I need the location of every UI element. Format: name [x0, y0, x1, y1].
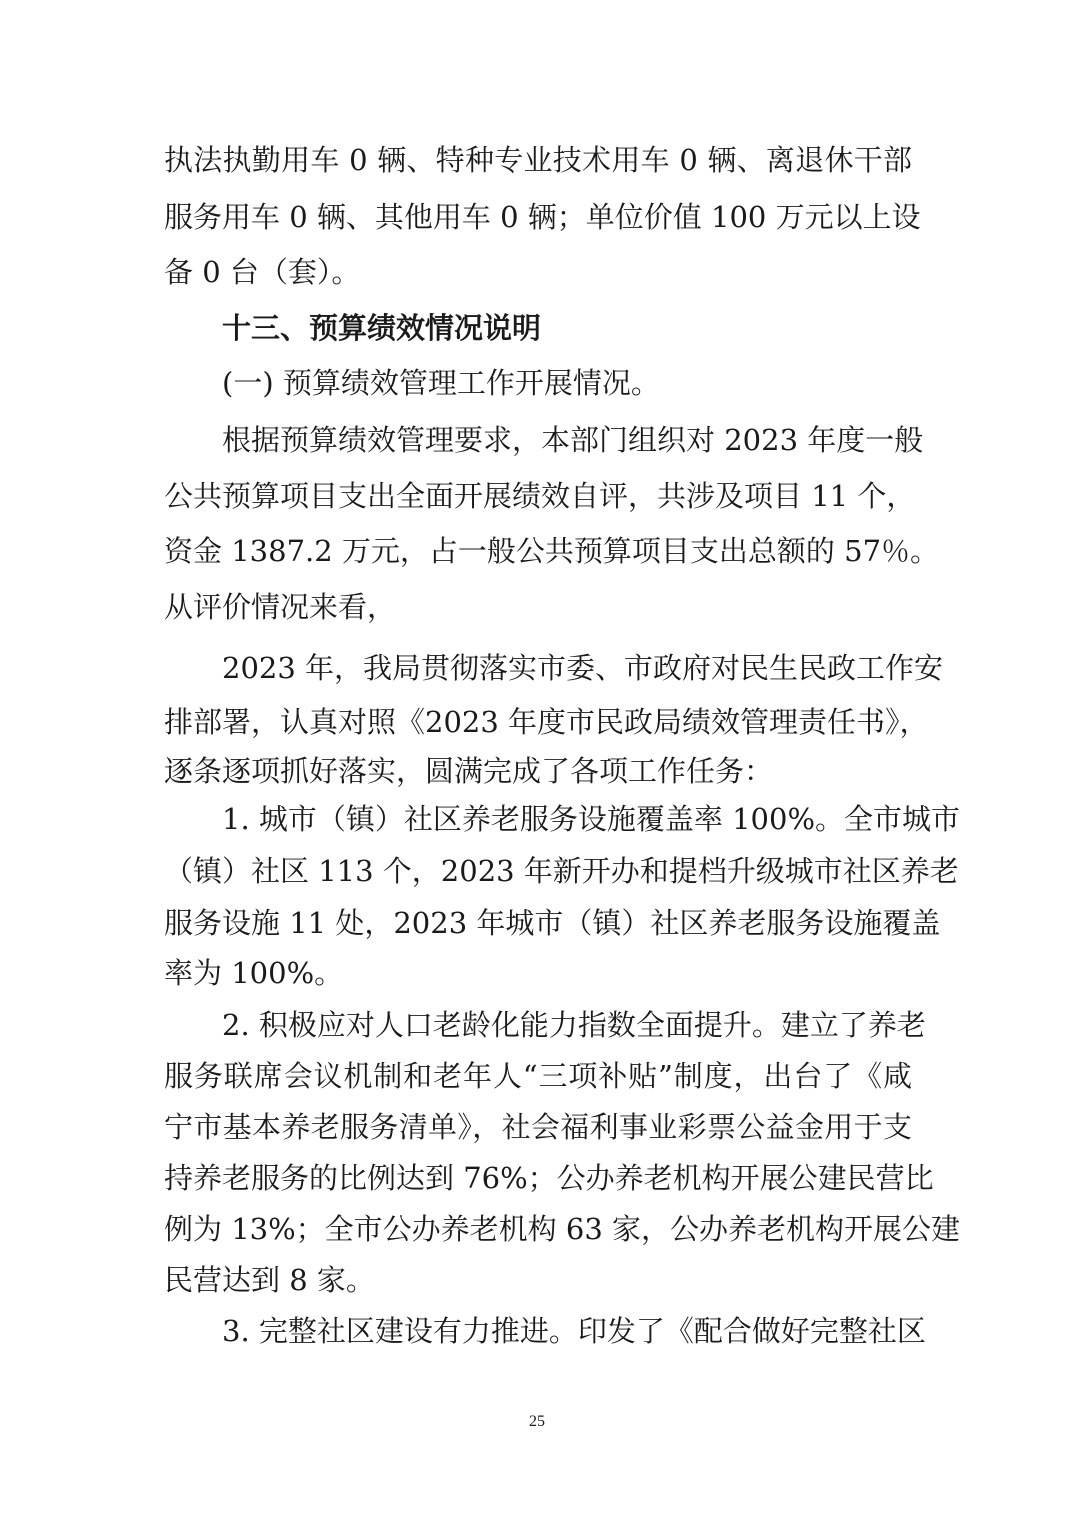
text-line: 率为 100%。 [164, 956, 344, 990]
text-line: 服务用车 0 辆、其他用车 0 辆；单位价值 100 万元以上设 [164, 200, 921, 234]
text-line: 宁市基本养老服务清单》，社会福利事业彩票公益金用于支 [164, 1110, 912, 1144]
text-line: 2023 年，我局贯彻落实市委、市政府对民生民政工作安 [222, 651, 944, 685]
text-line: （镇）社区 113 个，2023 年新开办和提档升级城市社区养老 [164, 854, 959, 888]
text-line: 服务设施 11 处，2023 年城市（镇）社区养老服务设施覆盖 [164, 906, 941, 940]
page-number: 25 [529, 1413, 545, 1430]
text-line: 公共预算项目支出全面开展绩效自评，共涉及项目 11 个， [164, 479, 916, 513]
text-line: 执法执勤用车 0 辆、特种专业技术用车 0 辆、离退休干部 [164, 143, 912, 177]
text-line: 民营达到 8 家。 [164, 1263, 375, 1297]
text-line: 资金 1387.2 万元，占一般公共预算项目支出总额的 57％。 [164, 534, 940, 568]
text-line: 逐条逐项抓好落实，圆满完成了各项工作任务： [164, 754, 774, 788]
text-line: 例为 13%；全市公办养老机构 63 家，公办养老机构开展公建 [164, 1212, 961, 1246]
subsection-heading: (一) 预算绩效管理工作开展情况。 [222, 366, 660, 400]
text-line: 1. 城市（镇）社区养老服务设施覆盖率 100%。全市城市 [222, 802, 961, 836]
text-line: 2. 积极应对人口老龄化能力指数全面提升。建立了养老 [222, 1008, 926, 1042]
text-line: 从评价情况来看， [164, 590, 397, 624]
text-line: 排部署，认真对照《2023 年度市民政局绩效管理责任书》， [164, 705, 929, 739]
text-line: 持养老服务的比例达到 76%；公办养老机构开展公建民营比 [164, 1161, 934, 1195]
text-line: 服务联席会议机制和老年人“三项补贴”制度，出台了《咸 [164, 1059, 912, 1093]
text-line: 3. 完整社区建设有力推进。印发了《配合做好完整社区 [222, 1314, 926, 1348]
text-line: 根据预算绩效管理要求，本部门组织对 2023 年度一般 [222, 423, 924, 457]
text-line: 备 0 台（套）。 [164, 255, 361, 289]
section-heading: 十三、预算绩效情况说明 [222, 311, 542, 345]
